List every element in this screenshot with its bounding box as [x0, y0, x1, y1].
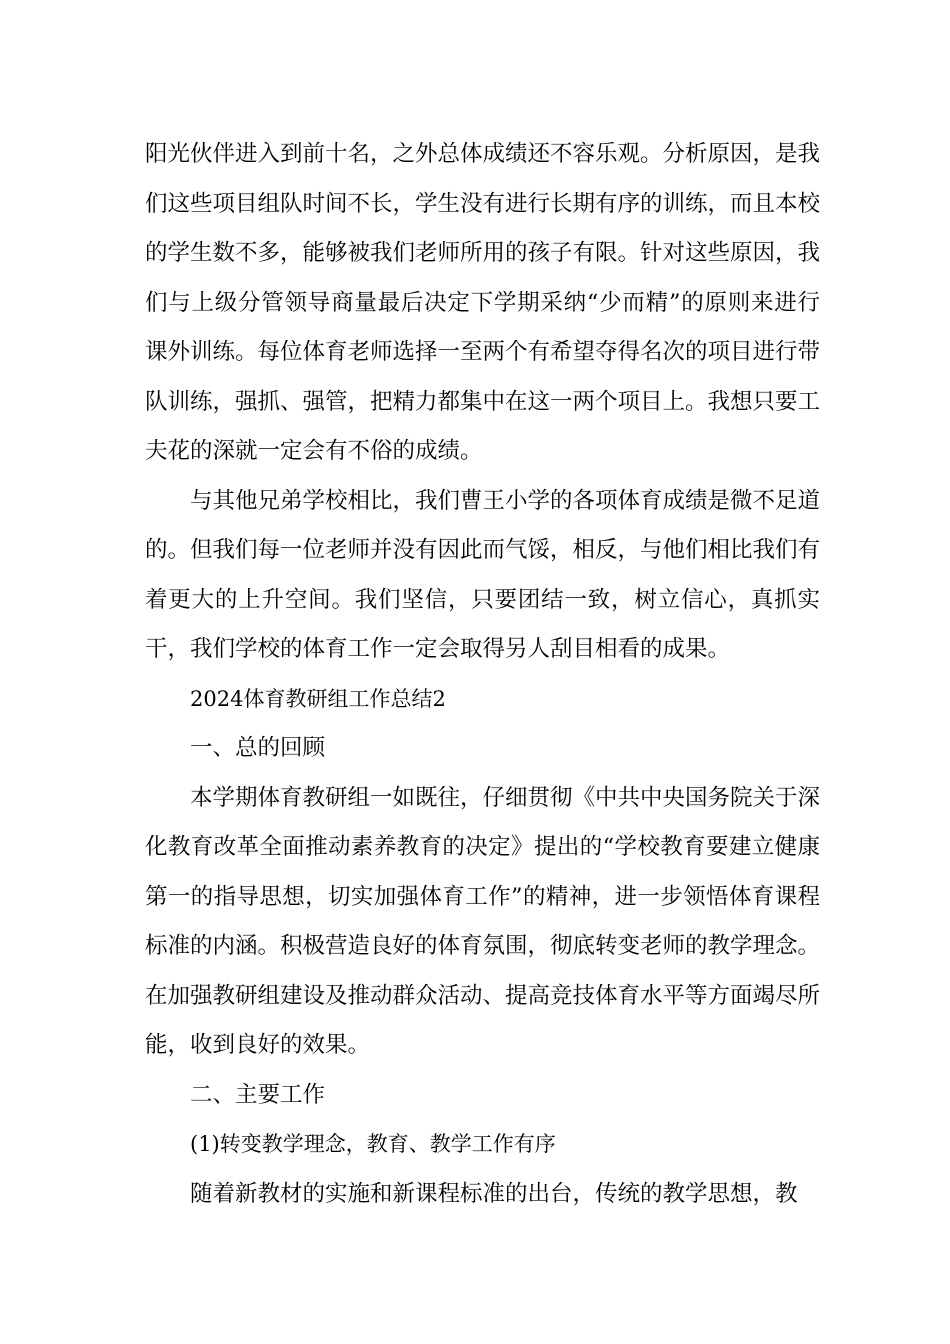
heading-overview: 一、总的回顾 [190, 735, 326, 761]
document-body [145, 130, 820, 1219]
section-title: 2024体育教研组工作总结2 [190, 686, 446, 711]
paragraph-overview: 本学期体育教研组一如既往，仔细贯彻《中共中央国务院关于深化教育改革全面推动素养教育的决定》提出的“学校教育要建立健康第一的指导思想，切实加强体育工作”的精神，进一步领悟体育课程标准的内涵。积极营造良好的体育氛围，彻底转变老师的教学理念。在加强教研组建设及推动群众活动、提高竞技体育水平等方面竭尽所能，收到良好的效果。 [145, 784, 821, 1058]
heading-main-work: 二、主要工作 [190, 1081, 326, 1108]
paragraph-new-curriculum: 随着新教材的实施和新课程标准的出台，传统的教学思想，教 [190, 1180, 798, 1207]
subheading-teaching-concept: (1)转变教学理念，教育、教学工作有序 [190, 1132, 556, 1156]
paragraph-school-comparison: 与其他兄弟学校相比，我们曹王小学的各项体育成绩是微不足道的。但我们每一位老师并没有因此而气馁，相反，与他们相比我们有着更大的上升空间。我们坚信，只要团结一致，树立信心，真抓实干，我们学校的体育工作一定会取得另人刮目相看的成果。 [145, 487, 821, 662]
paragraph-training-analysis: 阳光伙伴进入到前十名，之外总体成绩还不容乐观。分析原因，是我们这些项目组队时间不长，学生没有进行长期有序的训练，而且本校的学生数不多，能够被我们老师所用的孩子有限。针对这些原因，我们与上级分管领导商量最后决定下学期采纳“少而精”的原则来进行课外训练。每位体育老师选择一至两个有希望夺得名次的项目进行带队训练，强抓、强管，把精力都集中在这一两个项目上。我想只要工夫花的深就一定会有不俗的成绩。 [145, 141, 821, 464]
